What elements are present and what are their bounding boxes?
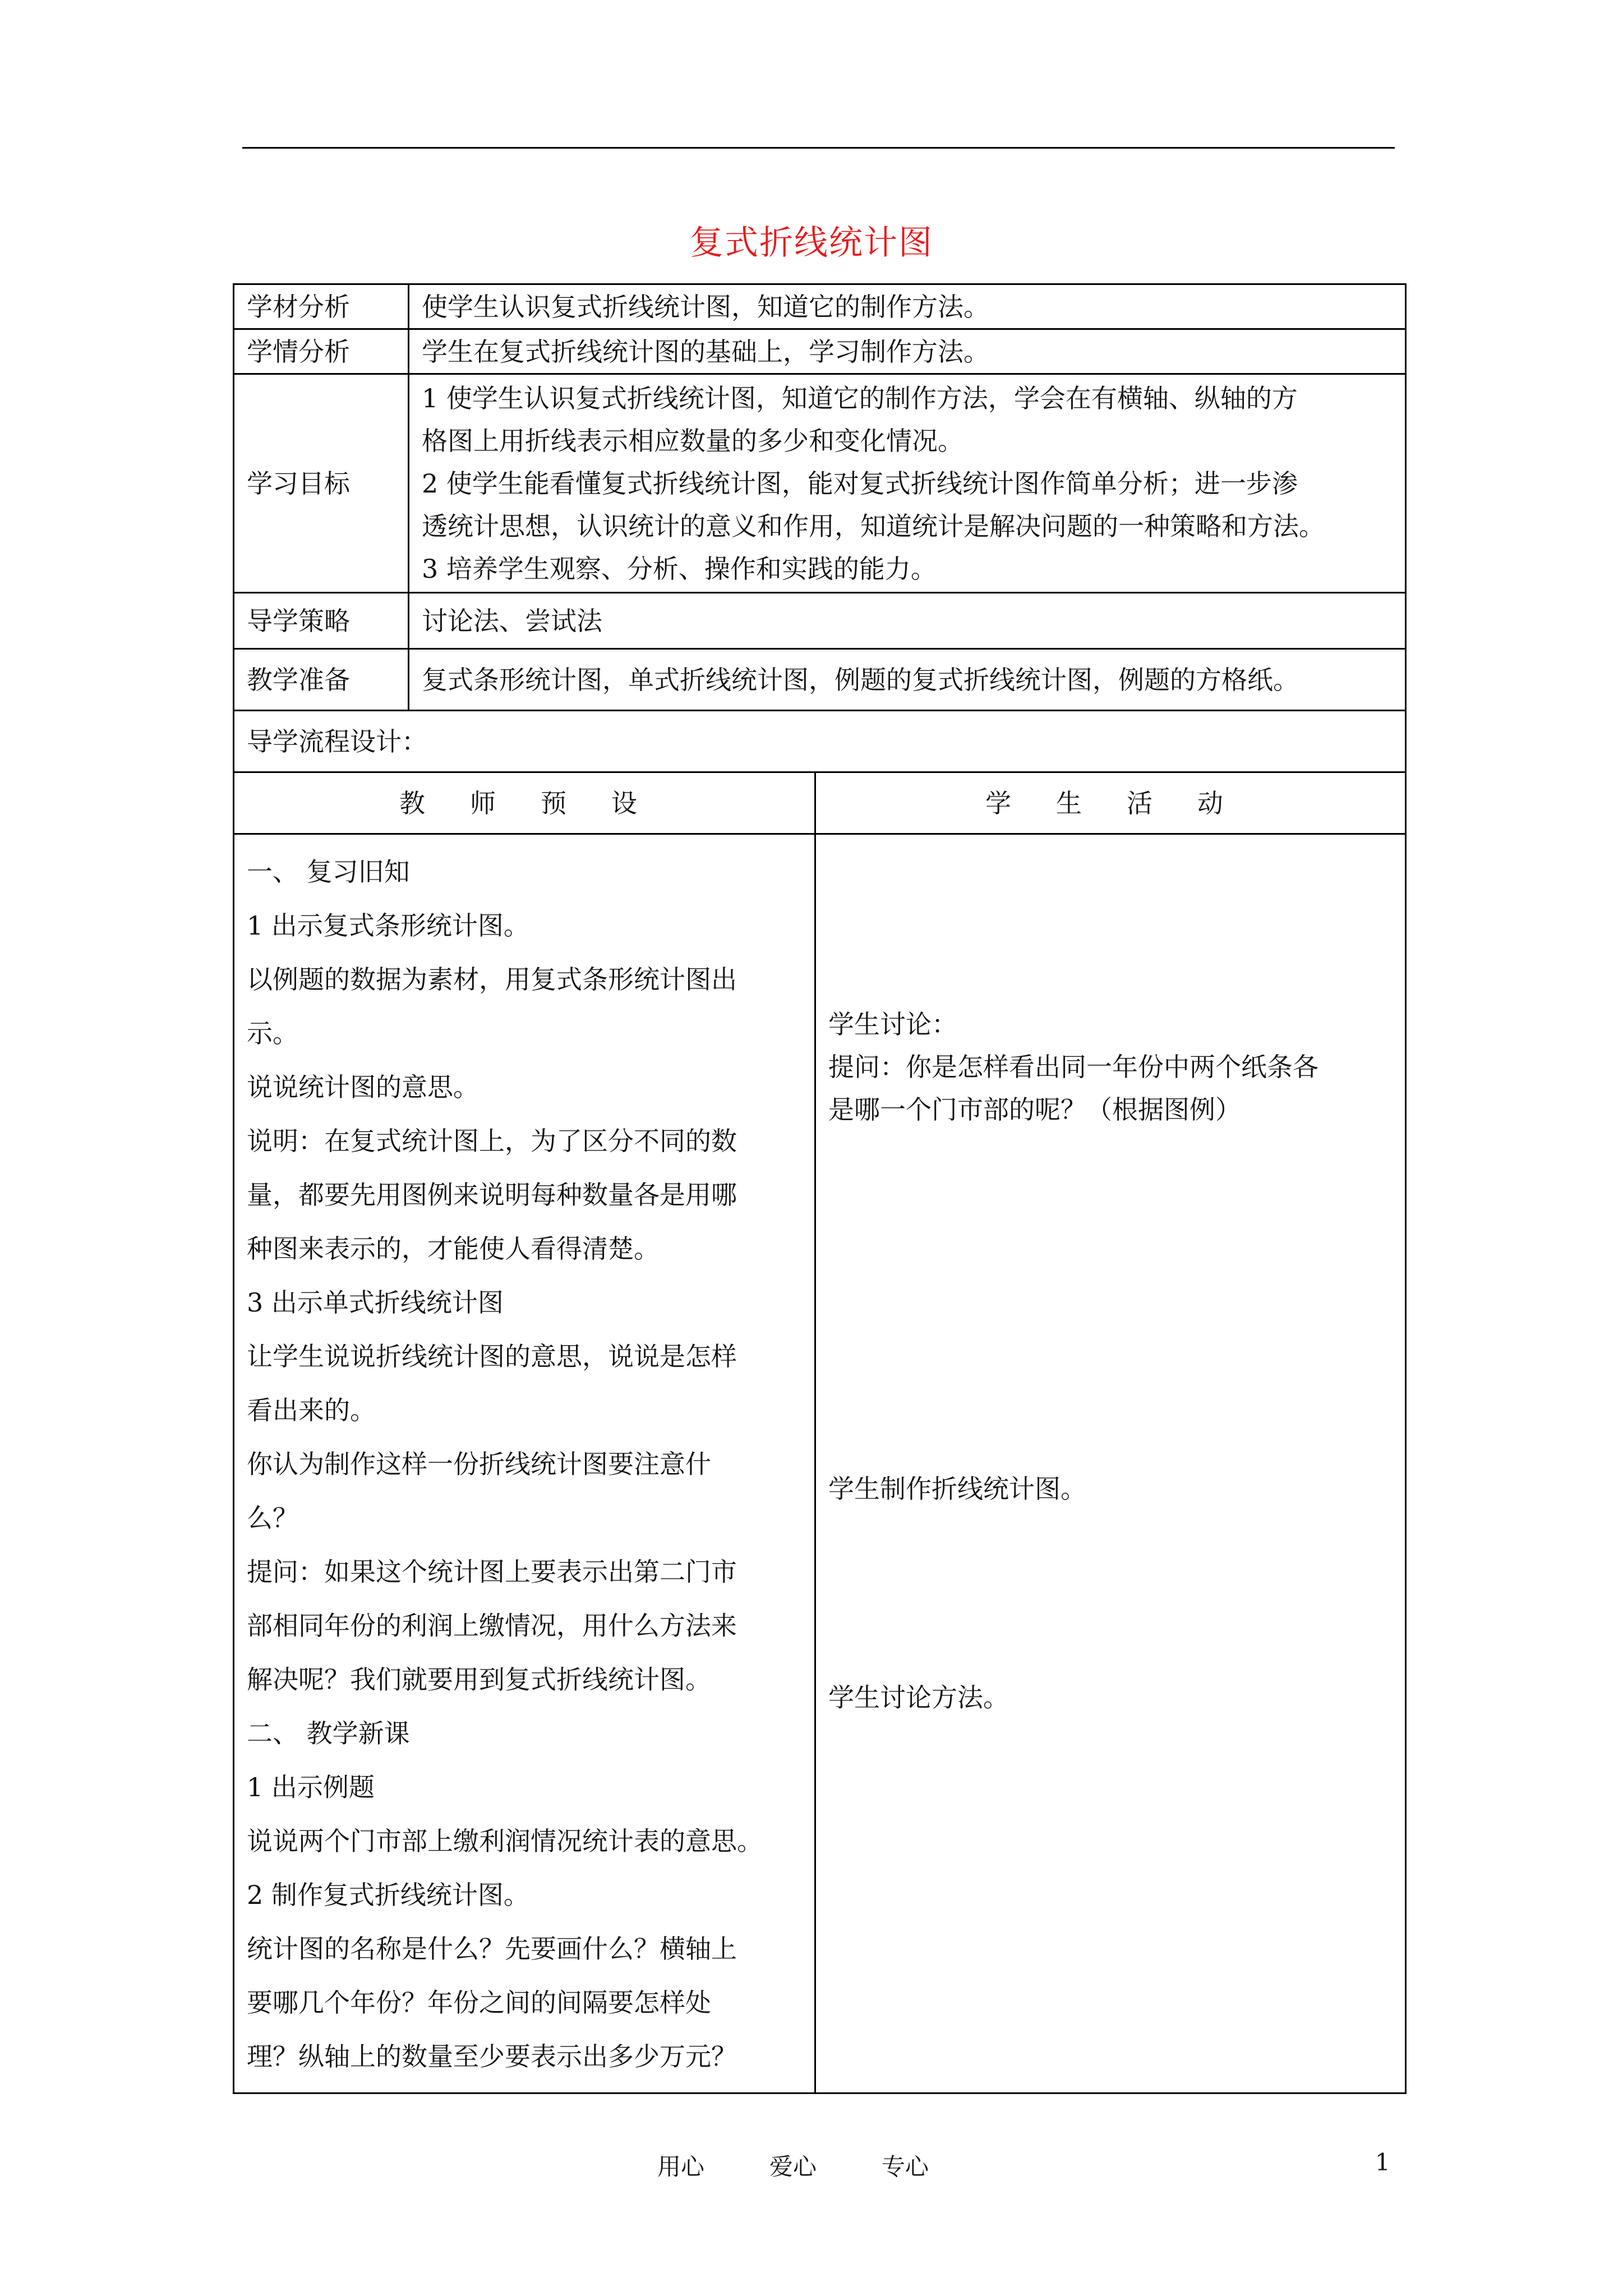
row-guidance-strategy [234, 593, 1406, 649]
teacher-line: 看出来的。 [247, 1395, 376, 1425]
student-line: 学生讨论： [828, 1009, 957, 1039]
goal-line: 2 使学生能看懂复式折线统计图，能对复式折线统计图作简单分析；进一步渗 [422, 468, 1298, 499]
teacher-line: 么？ [247, 1503, 298, 1533]
label-learner-analysis: 学情分析 [234, 329, 409, 374]
footer-item: 用心 [657, 2153, 705, 2180]
label-learning-goals: 学习目标 [234, 374, 409, 593]
content-material-analysis: 使学生认识复式折线统计图，知道它的制作方法。 [409, 284, 1406, 329]
student-make-chart: 学生制作折线统计图。 [828, 1474, 1086, 1504]
teacher-line: 说说两个门市部上缴利润情况统计表的意思。 [247, 1826, 763, 1856]
content-learning-goals [409, 374, 1406, 593]
teacher-plan-column [234, 834, 815, 2093]
footer-item: 专心 [882, 2153, 929, 2180]
header-teacher-plan: 教师预设 [234, 772, 815, 834]
student-activity-column [815, 834, 1406, 2093]
goal-line: 3 培养学生观察、分析、操作和实践的能力。 [422, 553, 937, 584]
goal-line: 1 使学生认识复式折线统计图，知道它的制作方法，学会在有横轴、纵轴的方 [422, 383, 1298, 413]
row-column-headers [234, 772, 1406, 834]
teacher-line: 一、 复习旧知 [247, 857, 410, 887]
teacher-line: 你认为制作这样一份折线统计图要注意什 [247, 1449, 711, 1479]
page-number: 1 [1375, 2148, 1390, 2176]
row-material-analysis [234, 284, 1406, 329]
label-material-analysis: 学材分析 [234, 284, 409, 329]
row-flow-design [234, 711, 1406, 772]
row-learner-analysis [234, 329, 1406, 374]
row-learning-goals [234, 374, 1406, 593]
teacher-line: 示。 [247, 1018, 298, 1048]
teacher-line: 统计图的名称是什么？先要画什么？横轴上 [247, 1934, 737, 1964]
content-learner-analysis: 学生在复式折线统计图的基础上，学习制作方法。 [409, 329, 1406, 374]
student-line: 是哪一个门市部的呢？（根据图例） [828, 1094, 1241, 1125]
teacher-line: 1 出示复式条形统计图。 [247, 910, 529, 941]
content-teaching-preparation: 复式条形统计图，单式折线统计图，例题的复式折线统计图，例题的方格纸。 [409, 649, 1406, 711]
teacher-line: 二、 教学新课 [247, 1718, 410, 1749]
teacher-line: 说明：在复式统计图上，为了区分不同的数 [247, 1126, 737, 1156]
student-line: 提问：你是怎样看出同一年份中两个纸条各 [828, 1052, 1318, 1082]
footer-item: 爱心 [769, 2153, 817, 2180]
label-flow-design: 导学流程设计： [234, 711, 1406, 772]
content-guidance-strategy: 讨论法、尝试法 [409, 593, 1406, 649]
teacher-line: 3 出示单式折线统计图 [247, 1287, 504, 1318]
student-discussion-block [828, 1003, 1393, 1131]
teacher-line: 以例题的数据为素材，用复式条形统计图出 [247, 964, 737, 995]
header-student-activity: 学生活动 [815, 772, 1406, 834]
teacher-line: 解决呢？我们就要用到复式折线统计图。 [247, 1664, 711, 1695]
teacher-line: 说说统计图的意思。 [247, 1072, 479, 1102]
label-guidance-strategy: 导学策略 [234, 593, 409, 649]
teacher-line: 量，都要先用图例来说明每种数量各是用哪 [247, 1180, 737, 1210]
lesson-plan-table [233, 283, 1407, 2094]
teacher-line: 部相同年份的利润上缴情况，用什么方法来 [247, 1611, 737, 1641]
student-discuss-method: 学生讨论方法。 [828, 1682, 1009, 1713]
label-teaching-preparation: 教学准备 [234, 649, 409, 711]
goal-line: 格图上用折线表示相应数量的多少和变化情况。 [422, 425, 963, 456]
teacher-line: 让学生说说折线统计图的意思，说说是怎样 [247, 1341, 737, 1372]
teacher-line: 理？纵轴上的数量至少要表示出多少万元？ [247, 2041, 737, 2072]
goal-line: 透统计思想，认识统计的意义和作用，知道统计是解决问题的一种策略和方法。 [422, 510, 1325, 541]
teacher-line: 2 制作复式折线统计图。 [247, 1880, 529, 1910]
row-teaching-preparation [234, 649, 1406, 711]
row-flow-content [234, 834, 1406, 2093]
teacher-line: 提问：如果这个统计图上要表示出第二门市 [247, 1557, 737, 1587]
teacher-line: 要哪几个年份？年份之间的间隔要怎样处 [247, 1987, 711, 2018]
teacher-line: 1 出示例题 [247, 1772, 375, 1802]
teacher-line: 种图来表示的，才能使人看得清楚。 [247, 1234, 660, 1264]
document-title: 复式折线统计图 [690, 223, 933, 263]
header-rule [242, 147, 1395, 149]
